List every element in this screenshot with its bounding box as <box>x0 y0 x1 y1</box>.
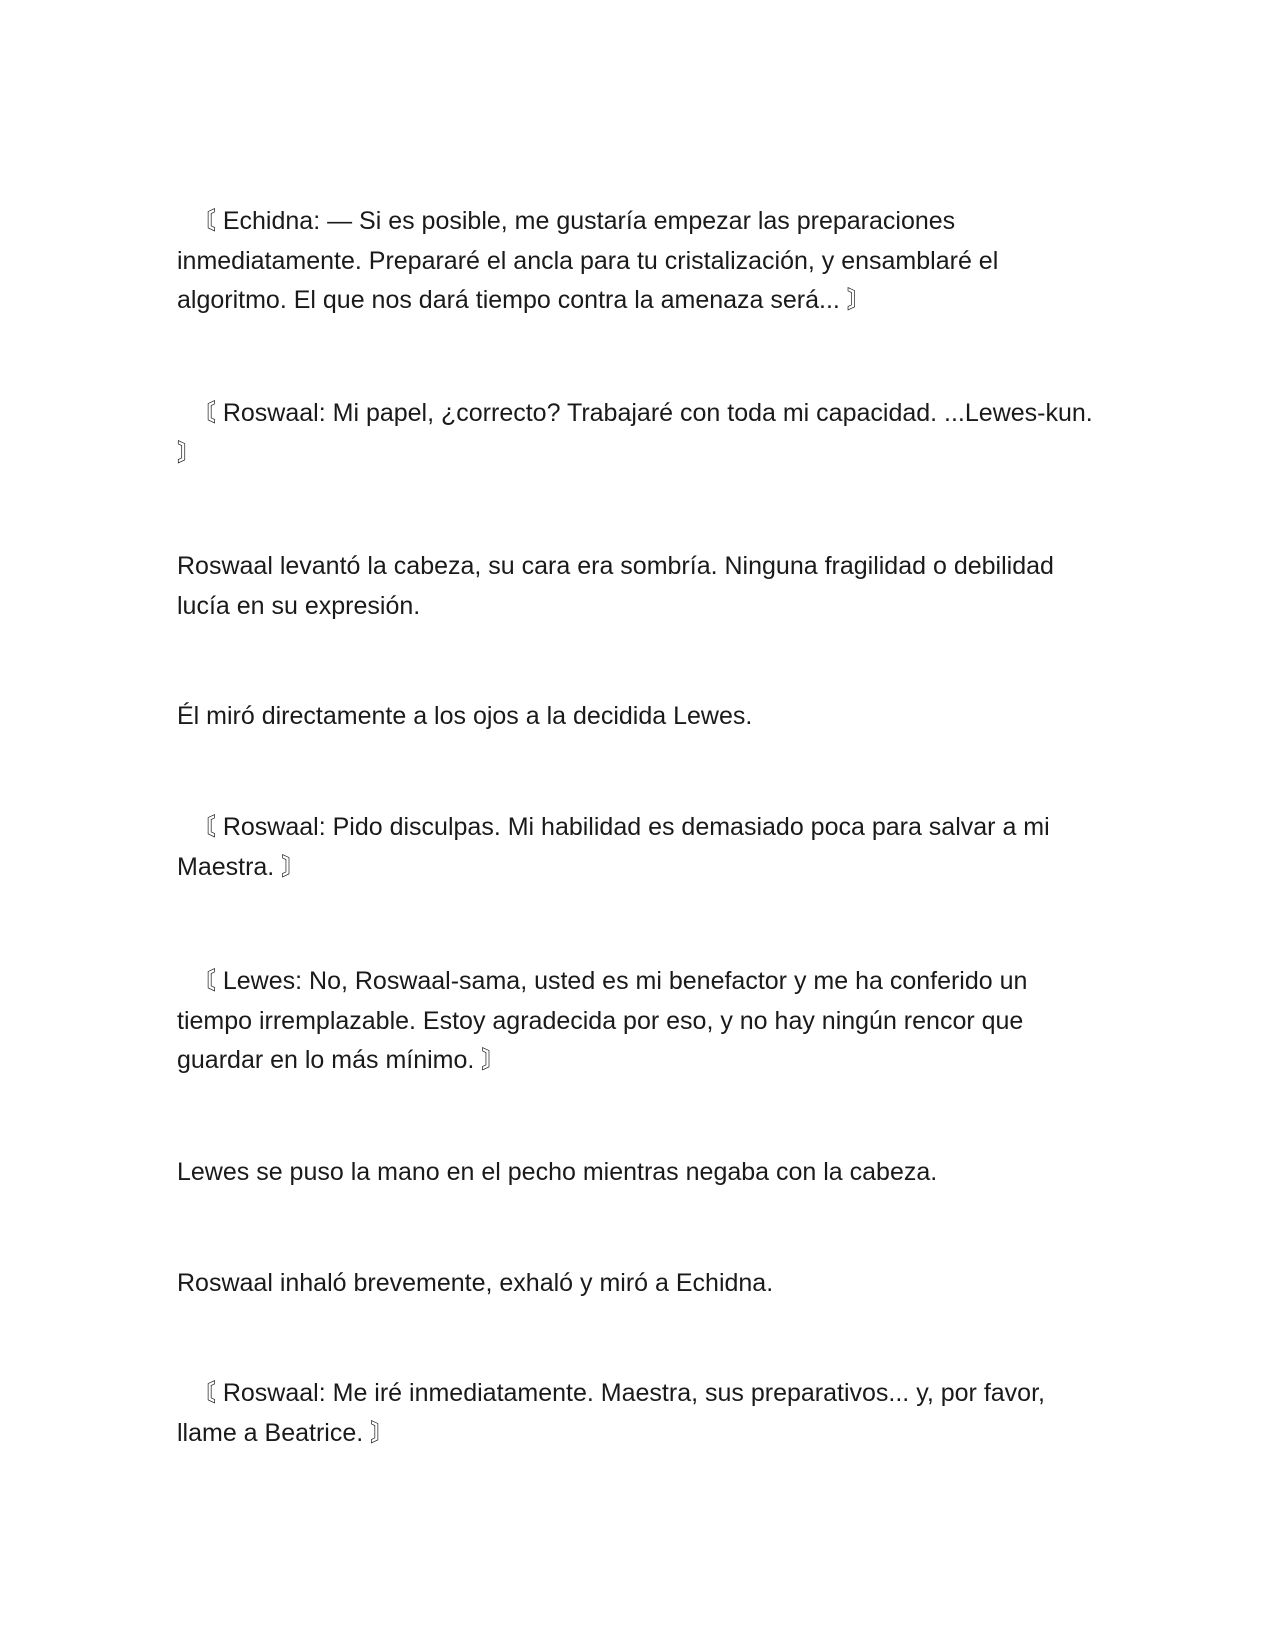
dialogue-roswaal-apology: 〘 Roswaal: Pido disculpas. Mi habilidad es demasiado poca para salvar a mi Maestra. 〙 <box>177 813 1057 881</box>
narration-looks-at-lewes: Él miró directamente a los ojos a la decidida Lewes. <box>177 702 753 730</box>
dialogue-roswaal-departure: 〘 Roswaal: Me iré inmediatamente. Maestra, sus preparativos... y, por favor, llame a Beatrice. 〙 <box>177 1379 1052 1447</box>
narration-roswaal-inhales: Roswaal inhaló brevemente, exhaló y miró a Echidna. <box>177 1269 774 1297</box>
narration-lewes-hand-chest: Lewes se puso la mano en el pecho mientras negaba con la cabeza. <box>177 1158 938 1186</box>
dialogue-echidna-preparations: 〘 Echidna: — Si es posible, me gustaría empezar las preparaciones inmediatamente. Prepararé el ancla para tu cristalización, y ensamblaré el algoritmo. El que nos dará tiempo contra la amenaza será... 〙 <box>177 207 1006 314</box>
narration-roswaal-raises-head: Roswaal levantó la cabeza, su cara era sombría. Ninguna fragilidad o debilidad lucía en su expresión. <box>177 552 1061 620</box>
dialogue-lewes-gratitude: 〘 Lewes: No, Roswaal-sama, usted es mi benefactor y me ha conferido un tiempo irremplazable. Estoy agradecida por eso, y no hay ningún rencor que guardar en lo más mínimo. 〙 <box>177 967 1035 1074</box>
dialogue-roswaal-role: 〘 Roswaal: Mi papel, ¿correcto? Trabajaré con toda mi capacidad. ...Lewes-kun. 〙 <box>177 399 1100 467</box>
